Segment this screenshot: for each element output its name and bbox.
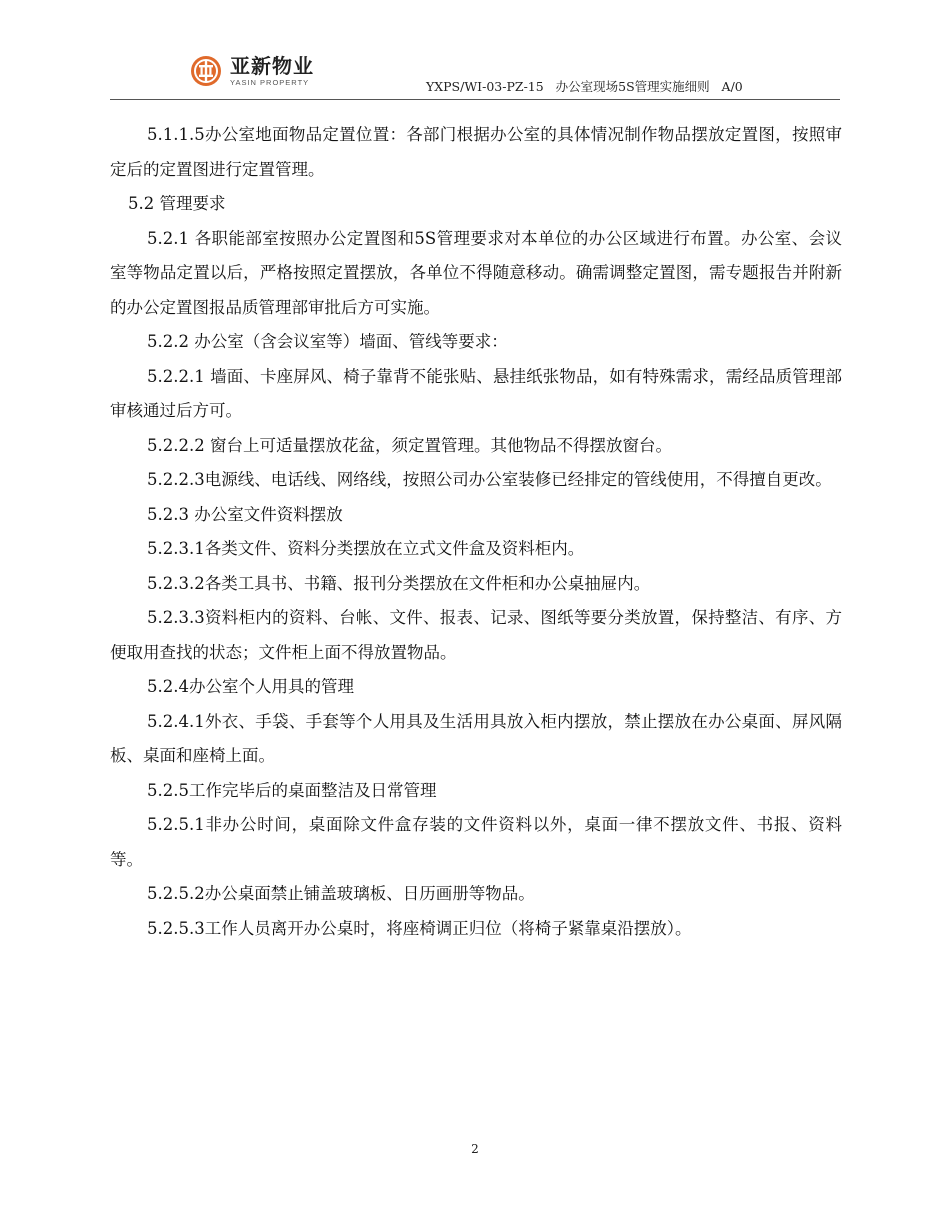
page-header (0, 0, 950, 100)
document-body (110, 118, 842, 946)
paragraph-5-2-5: 5.2.5工作完毕后的桌面整洁及日常管理 (147, 780, 437, 800)
document-identifier: YXPS/WI-03-PZ-15 办公室现场5S管理实施细则 A/0 (426, 79, 743, 94)
company-logo-icon (190, 55, 222, 87)
company-logo (190, 54, 314, 88)
paragraph-5-2-2-3: 5.2.2.3电源线、电话线、网络线，按照公司办公室装修已经排定的管线使用，不得擅自更改。 (147, 470, 832, 489)
paragraph-5-2-2-1: 5.2.2.1 墙面、卡座屏风、椅子靠背不能张贴、悬挂纸张物品，如有特殊需求，需经品质管理部审核通过后方可。 (110, 366, 842, 420)
paragraph-5-2-3-1: 5.2.3.1各类文件、资料分类摆放在立式文件盒及资料柜内。 (147, 539, 585, 558)
paragraph-5-2-4-1: 5.2.4.1外衣、手袋、手套等个人用具及生活用具放入柜内摆放，禁止摆放在办公桌面、屏风隔板、桌面和座椅上面。 (110, 711, 842, 765)
paragraph-5-2-2: 5.2.2 办公室（含会议室等）墙面、管线等要求： (147, 332, 508, 351)
logo-english-name: YASIN PROPERTY (230, 77, 310, 87)
paragraph-5-2-3-3: 5.2.3.3资料柜内的资料、台帐、文件、报表、记录、图纸等要分类放置，保持整洁、有序、方便取用查找的状态；文件柜上面不得放置物品。 (110, 608, 842, 662)
paragraph-5-1-1-5: 5.1.1.5办公室地面物品定置位置：各部门根据办公室的具体情况制作物品摆放定置图，按照审定后的定置图进行定置管理。 (110, 125, 842, 179)
paragraph-5-2-1: 5.2.1 各职能部室按照办公定置图和5S管理要求对本单位的办公区域进行布置。办公室、会议室等物品定置以后，严格按照定置摆放，各单位不得随意移动。确需调整定置图，需专题报告并附新的办公定置图报品质管理部审批后方可实施。 (110, 228, 842, 317)
section-heading-5-2: 5.2 管理要求 (128, 194, 226, 213)
paragraph-5-2-4: 5.2.4办公室个人用具的管理 (147, 677, 354, 696)
paragraph-5-2-5-2: 5.2.5.2办公桌面禁止铺盖玻璃板、日历画册等物品。 (147, 884, 535, 903)
paragraph-5-2-3: 5.2.3 办公室文件资料摆放 (147, 504, 343, 524)
paragraph-5-2-2-2: 5.2.2.2 窗台上可适量摆放花盆，须定置管理。其他物品不得摆放窗台。 (147, 435, 672, 455)
page-number: 2 (471, 1142, 479, 1156)
header-divider (110, 99, 840, 100)
paragraph-5-2-5-1: 5.2.5.1非办公时间，桌面除文件盒存装的文件资料以外，桌面一律不摆放文件、书报、资料等。 (110, 815, 842, 869)
logo-chinese-name: 亚新物业 (230, 53, 314, 78)
paragraph-5-2-5-3: 5.2.5.3工作人员离开办公桌时，将座椅调正归位（将椅子紧靠桌沿摆放）。 (147, 918, 692, 938)
paragraph-5-2-3-2: 5.2.3.2各类工具书、书籍、报刊分类摆放在文件柜和办公桌抽屉内。 (147, 573, 651, 593)
